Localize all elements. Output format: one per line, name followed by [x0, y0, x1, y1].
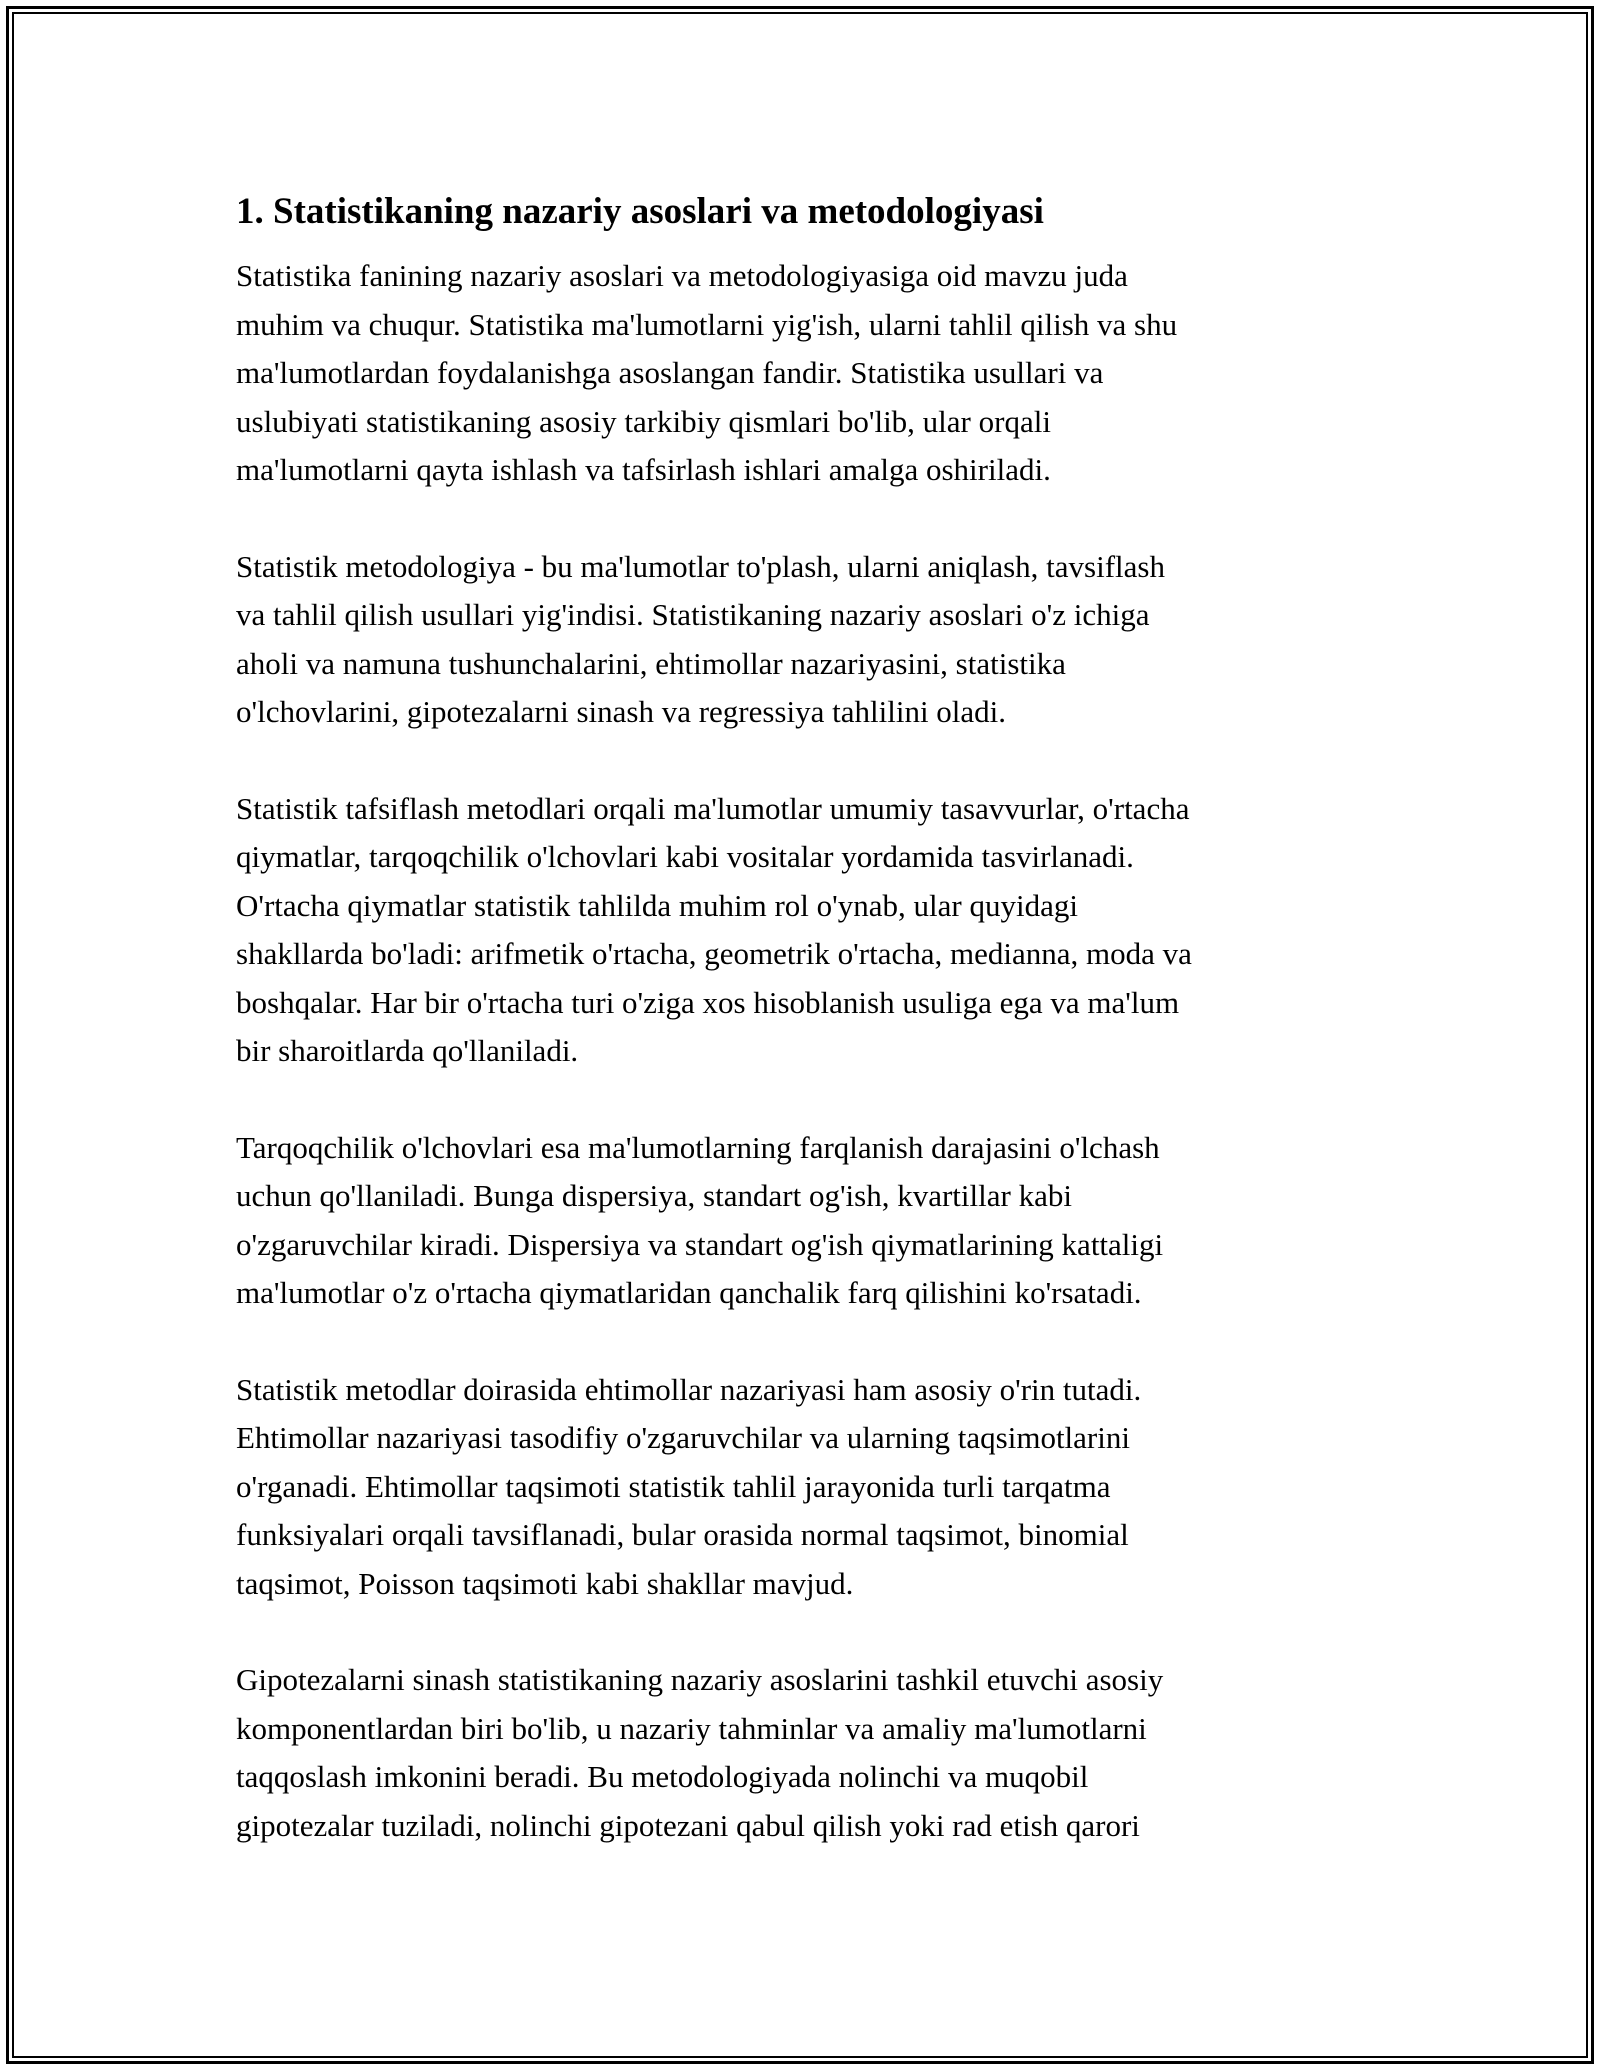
paragraph-dispersion-measures: Tarqoqchilik o'lchovlari esa ma'lumotlarning farqlanish darajasini o'lchash uchun qo'llaniladi. Bunga dispersiya, standart og'ish, kvartillar kabi o'zgaruvchilar kiradi. Dispersiya va standart og'ish qiymatlarining kattaligi ma'lumotlar o'z o'rtacha qiymatlaridan qanchalik farq qilishini ko'rsatadi. — [236, 1129, 1164, 1310]
paragraph-methodology: Statistik metodologiya - bu ma'lumotlar to'plash, ularni aniqlash, tavsiflash va tahlil qilish usullari yig'indisi. Statistikaning nazariy asoslari o'z ichiga aholi va namuna tushunchalarini, ehtimollar nazariyasini, statistika o'lchovlarini, gipotezalarni sinash va regressiya tahlilini oladi. — [236, 548, 1165, 729]
paragraph-descriptive-methods: Statistik tafsiflash metodlari orqali ma'lumotlar umumiy tasavvurlar, o'rtacha qiymatlar, tarqoqchilik o'lchovlari kabi vositalar yordamida tasvirlanadi. O'rtacha qiymatlar statistik tahlilda muhim rol o'ynab, ular quyidagi shakllarda bo'ladi: arifmetik o'rtacha, geometrik o'rtacha, medianna, moda va boshqalar. Har bir o'rtacha turi o'ziga xos hisoblanish usuliga ega va ma'lum bir sharoitlarda qo'llaniladi. — [236, 790, 1192, 1068]
document-body — [236, 188, 1376, 1898]
section-heading: 1. Statistikaning nazariy asoslari va metodologiyasi — [236, 191, 1044, 232]
paragraph-probability-theory: Statistik metodlar doirasida ehtimollar nazariyasi ham asosiy o'rin tutadi. Ehtimollar nazariyasi tasodifiy o'zgaruvchilar va ularning taqsimotlarini o'rganadi. Ehtimollar taqsimoti statistik tahlil jarayonida turli tarqatma funksiyalari orqali tavsiflanadi, bular orasida normal taqsimot, binomial taqsimot, Poisson taqsimoti kabi shakllar mavjud. — [236, 1371, 1142, 1601]
paragraph-intro: Statistika fanining nazariy asoslari va metodologiyasiga oid mavzu juda muhim va chuqur. Statistika ma'lumotlarni yig'ish, ularni tahlil qilish va shu ma'lumotlardan foydalanishga asoslangan fandir. Statistika usullari va uslubiyati statistikaning asosiy tarkibiy qismlari bo'lib, ular orqali ma'lumotlarni qayta ishlash va tafsirlash ishlari amalga oshiriladi. — [236, 258, 1178, 487]
paragraph-hypothesis-testing: Gipotezalarni sinash statistikaning nazariy asoslarini tashkil etuvchi asosiy komponentlardan biri bo'lib, u nazariy tahminlar va amaliy ma'lumotlarni taqqoslash imkonini beradi. Bu metodologiyada nolinchi va muqobil gipotezalar tuziladi, nolinchi gipotezani qabul qilish yoki rad etish qarori — [236, 1662, 1164, 1843]
